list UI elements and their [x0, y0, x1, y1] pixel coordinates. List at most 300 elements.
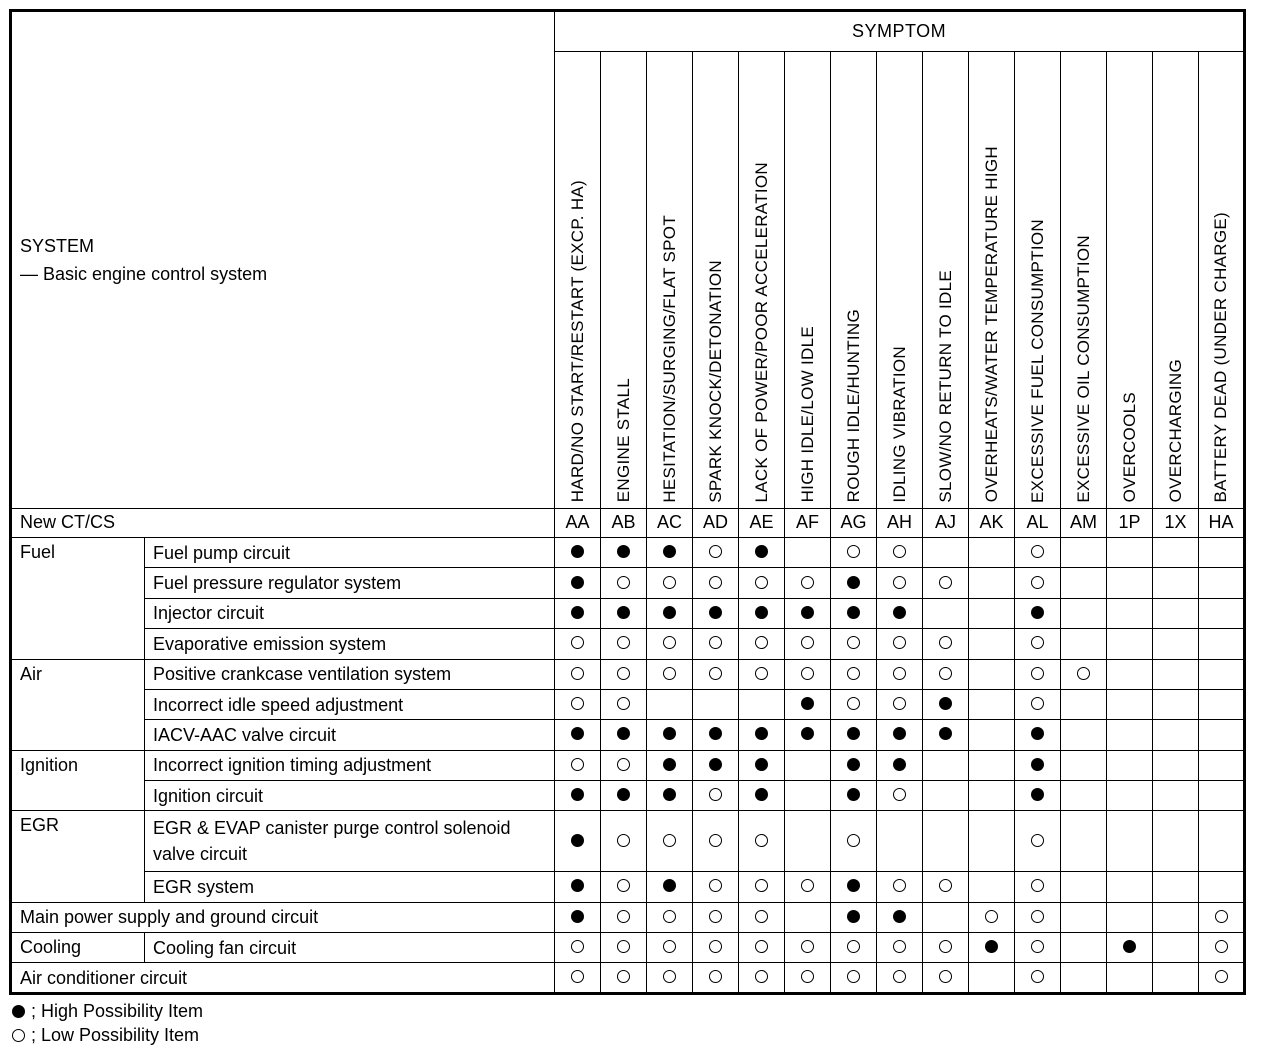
matrix-cell-1p	[1107, 598, 1153, 628]
table-row	[11, 629, 1245, 659]
system-item-label: Cooling fan circuit	[145, 933, 555, 963]
symptom-codes-row	[11, 508, 1245, 537]
high-possibility-dot-icon	[571, 834, 584, 847]
high-possibility-dot-icon	[893, 910, 906, 923]
low-possibility-dot-icon	[571, 667, 584, 680]
matrix-cell-ha	[1199, 933, 1245, 963]
low-possibility-dot-icon	[1215, 940, 1228, 953]
matrix-cell-aa	[555, 689, 601, 719]
low-possibility-dot-icon	[847, 636, 860, 649]
matrix-cell-aj	[923, 781, 969, 811]
low-possibility-dot-icon	[663, 910, 676, 923]
low-possibility-dot-icon	[1031, 576, 1044, 589]
matrix-cell-ah	[877, 629, 923, 659]
high-possibility-dot-icon	[663, 545, 676, 558]
high-possibility-dot-icon	[663, 758, 676, 771]
matrix-cell-ab	[601, 750, 647, 780]
matrix-cell-af	[785, 963, 831, 994]
high-possibility-dot-icon	[847, 910, 860, 923]
high-possibility-dot-icon	[939, 697, 952, 710]
low-possibility-dot-icon	[1031, 834, 1044, 847]
matrix-cell-am	[1061, 872, 1107, 902]
low-possibility-dot-icon	[617, 697, 630, 710]
low-possibility-dot-icon	[847, 940, 860, 953]
matrix-cell-ag	[831, 659, 877, 689]
legend-high	[12, 1001, 203, 1022]
symptom-label-text: HARD/NO START/RESTART (EXCP. HA)	[567, 180, 587, 503]
matrix-cell-ae	[739, 750, 785, 780]
low-possibility-dot-icon	[709, 545, 722, 558]
high-possibility-dot-icon	[1123, 940, 1136, 953]
matrix-cell-ha	[1199, 963, 1245, 994]
low-possibility-dot-icon	[571, 636, 584, 649]
matrix-cell-ak	[969, 933, 1015, 963]
low-possibility-dot-icon	[663, 970, 676, 983]
high-possibility-dot-icon	[617, 788, 630, 801]
low-possibility-dot-icon	[709, 667, 722, 680]
matrix-cell-ac	[647, 568, 693, 598]
system-item-label: Fuel pressure regulator system	[145, 568, 555, 598]
system-title: SYSTEM	[20, 235, 95, 256]
matrix-cell-am	[1061, 629, 1107, 659]
low-possibility-dot-icon	[709, 576, 722, 589]
matrix-cell-ah	[877, 811, 923, 872]
matrix-cell-ha	[1199, 720, 1245, 750]
low-possibility-dot-icon	[847, 697, 860, 710]
low-possibility-dot-icon	[1031, 879, 1044, 892]
matrix-cell-ad	[693, 659, 739, 689]
matrix-cell-aa	[555, 750, 601, 780]
low-possibility-dot-icon	[755, 834, 768, 847]
matrix-cell-aa	[555, 568, 601, 598]
symptom-label-ad	[693, 51, 739, 508]
matrix-cell-ab	[601, 598, 647, 628]
matrix-cell-am	[1061, 811, 1107, 872]
matrix-cell-1p	[1107, 659, 1153, 689]
symptom-code-aa: AA	[555, 508, 601, 537]
high-possibility-dot-icon	[663, 606, 676, 619]
low-possibility-dot-icon	[755, 636, 768, 649]
matrix-cell-ae	[739, 781, 785, 811]
low-possibility-dot-icon	[617, 879, 630, 892]
matrix-cell-1x	[1153, 689, 1199, 719]
matrix-cell-al	[1015, 902, 1061, 932]
matrix-cell-aj	[923, 659, 969, 689]
symptom-label-text: EXCESSIVE FUEL CONSUMPTION	[1027, 218, 1047, 503]
low-possibility-dot-icon	[1031, 697, 1044, 710]
matrix-cell-ab	[601, 872, 647, 902]
system-header-cell	[11, 11, 555, 509]
low-possibility-dot-icon	[847, 667, 860, 680]
matrix-cell-ac	[647, 933, 693, 963]
low-possibility-dot-icon	[1031, 970, 1044, 983]
high-possibility-dot-icon	[709, 606, 722, 619]
group-label: Air	[11, 659, 145, 750]
matrix-cell-ac	[647, 537, 693, 567]
low-possibility-dot-icon	[1077, 667, 1090, 680]
low-possibility-dot-icon	[1031, 667, 1044, 680]
matrix-cell-aj	[923, 568, 969, 598]
matrix-cell-ae	[739, 963, 785, 994]
matrix-cell-ha	[1199, 872, 1245, 902]
low-possibility-dot-icon	[663, 636, 676, 649]
matrix-cell-ah	[877, 568, 923, 598]
matrix-cell-aa	[555, 872, 601, 902]
matrix-cell-1x	[1153, 598, 1199, 628]
system-item-label: Ignition circuit	[145, 781, 555, 811]
matrix-cell-ad	[693, 933, 739, 963]
system-item-label: EGR & EVAP canister purge control solenoid valve circuit	[145, 811, 555, 872]
matrix-cell-al	[1015, 629, 1061, 659]
group-label: Cooling	[11, 933, 145, 963]
matrix-cell-1p	[1107, 629, 1153, 659]
matrix-cell-am	[1061, 933, 1107, 963]
table-row	[11, 872, 1245, 902]
high-possibility-dot-icon	[755, 788, 768, 801]
matrix-cell-ab	[601, 902, 647, 932]
matrix-cell-ak	[969, 750, 1015, 780]
matrix-cell-ad	[693, 629, 739, 659]
high-possibility-dot-icon	[617, 606, 630, 619]
legend-low	[12, 1025, 199, 1046]
symptom-label-text: IDLING VIBRATION	[889, 345, 909, 503]
matrix-cell-ag	[831, 902, 877, 932]
system-item-label: Evaporative emission system	[145, 629, 555, 659]
low-possibility-dot-icon	[755, 879, 768, 892]
low-possibility-dot-icon	[939, 667, 952, 680]
low-possibility-dot-icon	[663, 667, 676, 680]
low-possibility-dot-icon	[755, 910, 768, 923]
matrix-cell-1x	[1153, 781, 1199, 811]
matrix-cell-ah	[877, 598, 923, 628]
matrix-cell-ah	[877, 537, 923, 567]
symptom-label-1x	[1153, 51, 1199, 508]
matrix-cell-ak	[969, 568, 1015, 598]
legend-high-text: ; High Possibility Item	[31, 1001, 204, 1021]
symptom-code-ae: AE	[739, 508, 785, 537]
matrix-cell-ah	[877, 781, 923, 811]
high-possibility-dot-icon	[801, 727, 814, 740]
table-row	[11, 689, 1245, 719]
low-possibility-dot-icon	[663, 576, 676, 589]
high-possibility-dot-icon	[847, 879, 860, 892]
matrix-cell-ag	[831, 963, 877, 994]
symptom-label-ab	[601, 51, 647, 508]
table-row	[11, 568, 1245, 598]
matrix-cell-1p	[1107, 902, 1153, 932]
low-possibility-dot-icon	[571, 970, 584, 983]
matrix-cell-ab	[601, 933, 647, 963]
system-item-label: Positive crankcase ventilation system	[145, 659, 555, 689]
matrix-cell-aj	[923, 537, 969, 567]
low-possibility-dot-icon	[1031, 545, 1044, 558]
low-possibility-dot-icon	[571, 758, 584, 771]
matrix-cell-ae	[739, 659, 785, 689]
matrix-cell-ac	[647, 629, 693, 659]
low-possibility-dot-icon	[617, 940, 630, 953]
low-possibility-dot-icon	[893, 940, 906, 953]
low-possibility-dot-icon	[12, 1029, 25, 1042]
matrix-cell-ad	[693, 963, 739, 994]
matrix-cell-ab	[601, 659, 647, 689]
low-possibility-dot-icon	[801, 667, 814, 680]
matrix-cell-1x	[1153, 811, 1199, 872]
matrix-cell-aa	[555, 598, 601, 628]
matrix-cell-ae	[739, 689, 785, 719]
matrix-cell-aj	[923, 872, 969, 902]
matrix-cell-ae	[739, 598, 785, 628]
matrix-cell-1p	[1107, 811, 1153, 872]
matrix-cell-ae	[739, 629, 785, 659]
matrix-cell-ac	[647, 659, 693, 689]
low-possibility-dot-icon	[893, 667, 906, 680]
low-possibility-dot-icon	[801, 576, 814, 589]
low-possibility-dot-icon	[617, 758, 630, 771]
table-row	[11, 811, 1245, 872]
symptom-label-text: HIGH IDLE/LOW IDLE	[797, 326, 817, 503]
symptom-label-ha	[1199, 51, 1245, 508]
low-possibility-dot-icon	[847, 545, 860, 558]
low-possibility-dot-icon	[939, 970, 952, 983]
low-possibility-dot-icon	[709, 910, 722, 923]
matrix-cell-ab	[601, 537, 647, 567]
low-possibility-dot-icon	[893, 545, 906, 558]
matrix-cell-ac	[647, 689, 693, 719]
symptom-label-ah	[877, 51, 923, 508]
system-item-label: Incorrect ignition timing adjustment	[145, 750, 555, 780]
low-possibility-dot-icon	[571, 697, 584, 710]
high-possibility-dot-icon	[12, 1005, 25, 1018]
matrix-cell-ac	[647, 902, 693, 932]
symptom-code-ag: AG	[831, 508, 877, 537]
group-label: Air conditioner circuit	[11, 963, 555, 994]
matrix-cell-aa	[555, 629, 601, 659]
symptom-label-ac	[647, 51, 693, 508]
high-possibility-dot-icon	[709, 727, 722, 740]
symptom-label-text: LACK OF POWER/POOR ACCELERATION	[751, 162, 771, 503]
high-possibility-dot-icon	[663, 727, 676, 740]
low-possibility-dot-icon	[755, 667, 768, 680]
symptom-label-text: SPARK KNOCK/DETONATION	[705, 259, 725, 503]
matrix-cell-am	[1061, 598, 1107, 628]
matrix-cell-ad	[693, 750, 739, 780]
matrix-cell-al	[1015, 659, 1061, 689]
system-item-label: Fuel pump circuit	[145, 537, 555, 567]
matrix-cell-ah	[877, 902, 923, 932]
matrix-cell-ak	[969, 598, 1015, 628]
high-possibility-dot-icon	[939, 727, 952, 740]
matrix-cell-1p	[1107, 537, 1153, 567]
symptom-code-ah: AH	[877, 508, 923, 537]
matrix-cell-1p	[1107, 781, 1153, 811]
low-possibility-dot-icon	[1215, 910, 1228, 923]
system-item-label: IACV-AAC valve circuit	[145, 720, 555, 750]
low-possibility-dot-icon	[893, 970, 906, 983]
matrix-cell-ag	[831, 750, 877, 780]
matrix-cell-af	[785, 902, 831, 932]
symptom-label-ag	[831, 51, 877, 508]
matrix-cell-1p	[1107, 720, 1153, 750]
high-possibility-dot-icon	[1031, 606, 1044, 619]
high-possibility-dot-icon	[1031, 727, 1044, 740]
high-possibility-dot-icon	[617, 727, 630, 740]
matrix-cell-1x	[1153, 933, 1199, 963]
matrix-cell-ha	[1199, 781, 1245, 811]
high-possibility-dot-icon	[893, 727, 906, 740]
high-possibility-dot-icon	[571, 545, 584, 558]
low-possibility-dot-icon	[755, 970, 768, 983]
matrix-cell-ha	[1199, 568, 1245, 598]
high-possibility-dot-icon	[755, 727, 768, 740]
matrix-cell-al	[1015, 537, 1061, 567]
matrix-cell-aa	[555, 781, 601, 811]
low-possibility-dot-icon	[847, 970, 860, 983]
symptom-label-ak	[969, 51, 1015, 508]
matrix-cell-al	[1015, 872, 1061, 902]
matrix-cell-ad	[693, 811, 739, 872]
high-possibility-dot-icon	[985, 940, 998, 953]
matrix-cell-ae	[739, 902, 785, 932]
low-possibility-dot-icon	[939, 940, 952, 953]
low-possibility-dot-icon	[617, 970, 630, 983]
matrix-cell-al	[1015, 811, 1061, 872]
matrix-cell-ah	[877, 963, 923, 994]
matrix-cell-ha	[1199, 902, 1245, 932]
symptom-label-text: ROUGH IDLE/HUNTING	[843, 309, 863, 503]
matrix-cell-1x	[1153, 963, 1199, 994]
matrix-cell-ak	[969, 689, 1015, 719]
matrix-cell-af	[785, 598, 831, 628]
matrix-cell-ak	[969, 902, 1015, 932]
symptom-header: SYMPTOM	[555, 11, 1245, 52]
matrix-cell-1p	[1107, 963, 1153, 994]
matrix-cell-ha	[1199, 598, 1245, 628]
table-row	[11, 750, 1245, 780]
matrix-cell-1x	[1153, 872, 1199, 902]
matrix-cell-ab	[601, 963, 647, 994]
matrix-cell-ah	[877, 872, 923, 902]
low-possibility-dot-icon	[617, 834, 630, 847]
legend-low-text: ; Low Possibility Item	[31, 1025, 200, 1045]
low-possibility-dot-icon	[709, 636, 722, 649]
high-possibility-dot-icon	[847, 758, 860, 771]
matrix-cell-ad	[693, 902, 739, 932]
symptom-label-text: HESITATION/SURGING/FLAT SPOT	[659, 214, 679, 503]
matrix-cell-1x	[1153, 629, 1199, 659]
matrix-cell-am	[1061, 750, 1107, 780]
symptom-label-af	[785, 51, 831, 508]
matrix-cell-af	[785, 689, 831, 719]
low-possibility-dot-icon	[709, 940, 722, 953]
high-possibility-dot-icon	[801, 606, 814, 619]
symptom-code-al: AL	[1015, 508, 1061, 537]
matrix-cell-1p	[1107, 568, 1153, 598]
matrix-cell-ac	[647, 598, 693, 628]
matrix-cell-aj	[923, 902, 969, 932]
symptom-label-aa	[555, 51, 601, 508]
high-possibility-dot-icon	[847, 576, 860, 589]
matrix-cell-ha	[1199, 537, 1245, 567]
matrix-cell-aa	[555, 659, 601, 689]
matrix-cell-af	[785, 811, 831, 872]
group-label: Main power supply and ground circuit	[11, 902, 555, 932]
symptom-label-1p	[1107, 51, 1153, 508]
high-possibility-dot-icon	[893, 758, 906, 771]
matrix-cell-ak	[969, 720, 1015, 750]
symptom-code-ha: HA	[1199, 508, 1245, 537]
low-possibility-dot-icon	[985, 910, 998, 923]
new-ct-label: New CT/CS	[11, 508, 555, 537]
symptom-label-text: BATTERY DEAD (UNDER CHARGE)	[1211, 212, 1231, 503]
system-subtitle: — Basic engine control system	[20, 263, 268, 284]
low-possibility-dot-icon	[755, 576, 768, 589]
matrix-cell-ac	[647, 720, 693, 750]
matrix-cell-aa	[555, 537, 601, 567]
matrix-cell-am	[1061, 781, 1107, 811]
high-possibility-dot-icon	[893, 606, 906, 619]
matrix-cell-af	[785, 872, 831, 902]
symptom-label-am	[1061, 51, 1107, 508]
low-possibility-dot-icon	[939, 879, 952, 892]
table-row	[11, 781, 1245, 811]
matrix-cell-ab	[601, 689, 647, 719]
low-possibility-dot-icon	[1031, 940, 1044, 953]
high-possibility-dot-icon	[847, 606, 860, 619]
high-possibility-dot-icon	[709, 758, 722, 771]
matrix-cell-ha	[1199, 659, 1245, 689]
matrix-cell-af	[785, 781, 831, 811]
matrix-cell-af	[785, 659, 831, 689]
matrix-cell-aj	[923, 933, 969, 963]
matrix-cell-al	[1015, 689, 1061, 719]
matrix-cell-1x	[1153, 568, 1199, 598]
matrix-cell-ah	[877, 750, 923, 780]
low-possibility-dot-icon	[1031, 636, 1044, 649]
matrix-cell-ad	[693, 598, 739, 628]
matrix-cell-ad	[693, 781, 739, 811]
low-possibility-dot-icon	[893, 636, 906, 649]
matrix-cell-am	[1061, 659, 1107, 689]
low-possibility-dot-icon	[663, 834, 676, 847]
matrix-cell-ae	[739, 933, 785, 963]
low-possibility-dot-icon	[939, 636, 952, 649]
diagnosis-matrix-table	[9, 9, 1246, 995]
matrix-cell-1p	[1107, 933, 1153, 963]
matrix-cell-ag	[831, 598, 877, 628]
low-possibility-dot-icon	[1215, 970, 1228, 983]
table-row	[11, 659, 1245, 689]
matrix-cell-ag	[831, 811, 877, 872]
high-possibility-dot-icon	[801, 697, 814, 710]
table-row	[11, 598, 1245, 628]
matrix-cell-ha	[1199, 750, 1245, 780]
matrix-cell-af	[785, 750, 831, 780]
matrix-cell-af	[785, 933, 831, 963]
matrix-cell-aa	[555, 811, 601, 872]
matrix-cell-ae	[739, 720, 785, 750]
table-row	[11, 537, 1245, 567]
matrix-cell-1x	[1153, 902, 1199, 932]
high-possibility-dot-icon	[663, 788, 676, 801]
matrix-cell-al	[1015, 781, 1061, 811]
matrix-cell-aj	[923, 598, 969, 628]
symptom-label-text: OVERCOOLS	[1119, 392, 1139, 503]
low-possibility-dot-icon	[801, 879, 814, 892]
high-possibility-dot-icon	[571, 910, 584, 923]
high-possibility-dot-icon	[571, 879, 584, 892]
matrix-cell-ad	[693, 872, 739, 902]
system-item-label: EGR system	[145, 872, 555, 902]
